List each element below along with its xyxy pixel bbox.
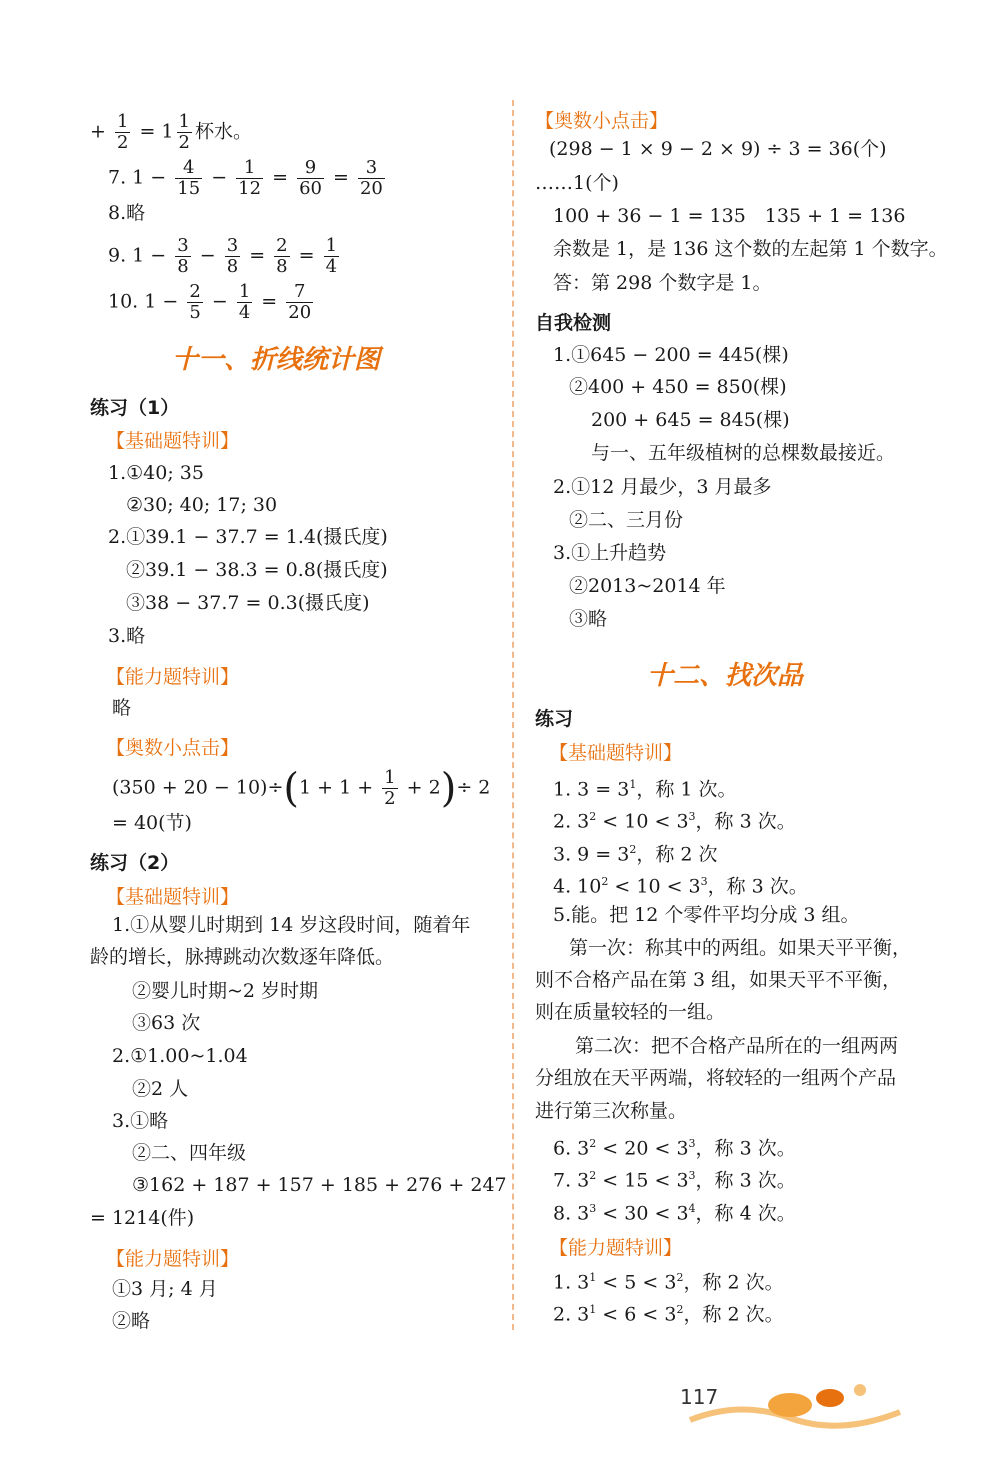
fraction: $\frac{1}{2}$ — [116, 111, 129, 153]
answer-line: 则不合格产品在第 3 组，如果天平不平衡， — [535, 969, 902, 991]
answer-line: ②39.1 − 38.3 = 0.8(摄氏度) — [126, 559, 388, 581]
olympiad-formula: (350 + 20 − 10)÷(1 + 1 + $\frac{1}{2}$ + 2)÷ 2 — [112, 765, 491, 812]
answer-line: 3.①上升趋势 — [553, 542, 667, 564]
tag-ability-training: 【能力题特训】 — [549, 1237, 683, 1259]
answer-line: 2. $3^2 < 10 < 3^3$，称 3 次。 — [553, 810, 796, 833]
answer-line: ③63 次 — [132, 1012, 201, 1034]
answer-line: 分组放在天平两端，将较轻的一组两个产品 — [535, 1067, 897, 1089]
answer-line: 第二次：把不合格产品所在的一组两两 — [575, 1035, 899, 1057]
answer-line: 略 — [112, 697, 132, 719]
answer-7: 7. 1 − $\frac{4}{15}$ − $\frac{1}{12}$ = $\frac{9}{60}$ = $\frac{3}{20}$ — [108, 157, 383, 199]
page-number: 117 — [680, 1385, 719, 1409]
section-exercise-1: 练习（1） — [90, 397, 180, 419]
answer-line: = 1214(件) — [90, 1207, 195, 1229]
answer-line: 1.①40; 35 — [108, 462, 204, 484]
answer-line: 2. $3^1 < 6 < 3^2$，称 2 次。 — [553, 1303, 784, 1326]
answer-line: ①3 月; 4 月 — [112, 1278, 218, 1300]
answer-line: 1. $3 = 3^1$，称 1 次。 — [553, 778, 737, 801]
answer-line: 1.①645 − 200 = 445(棵) — [553, 344, 789, 366]
answer-line: 200 + 645 = 845(棵) — [591, 409, 790, 431]
tag-basic-training: 【基础题特训】 — [549, 742, 683, 764]
answer-line: 100 + 36 − 1 = 135 135 + 1 = 136 — [553, 205, 906, 227]
chapter-title-12: 十二、找次品 — [647, 661, 804, 691]
section-self-check: 自我检测 — [535, 312, 612, 334]
answer-line: 第一次：称其中的两组。如果天平平衡， — [569, 937, 912, 959]
answer-line: 4. $10^2 < 10 < 3^3$，称 3 次。 — [553, 875, 808, 898]
answer-line: ②2013~2014 年 — [569, 575, 726, 597]
answer-line: 1.①从婴儿时期到 14 岁这段时间，随着年 — [112, 914, 471, 936]
tag-ability-training: 【能力题特训】 — [106, 1248, 240, 1270]
tag-basic-training: 【基础题特训】 — [106, 430, 240, 452]
answer-line: (298 − 1 × 9 − 2 × 9) ÷ 3 = 36(个) — [549, 138, 887, 160]
section-exercise: 练习 — [535, 708, 574, 730]
answer-line: ③略 — [569, 608, 608, 630]
answer-line: 3.略 — [108, 625, 146, 647]
answer-line: 2.①12 月最少，3 月最多 — [553, 476, 772, 498]
answer-line: ②婴儿时期~2 岁时期 — [132, 980, 319, 1002]
answer-line: 3.①略 — [112, 1110, 169, 1132]
answer-8: 8.略 — [108, 202, 146, 224]
answer-line: 则在质量较轻的一组。 — [535, 1001, 726, 1023]
answer-line: ②30; 40; 17; 30 — [126, 494, 278, 516]
answer-line: = 40(节) — [112, 812, 192, 834]
chapter-title-11: 十一、折线统计图 — [172, 345, 381, 375]
answer-line: ②2 人 — [132, 1078, 189, 1100]
answer-line: ②二、四年级 — [132, 1142, 247, 1164]
answer-line: 2.①1.00~1.04 — [112, 1045, 248, 1067]
answer-line: 7. $3^2 < 15 < 3^3$，称 3 次。 — [553, 1169, 796, 1192]
answer-line: ②二、三月份 — [569, 509, 684, 531]
tag-olympiad: 【奥数小点击】 — [535, 110, 669, 132]
answer-line: 5.能。把 12 个零件平均分成 3 组。 — [553, 904, 860, 926]
column-divider — [512, 100, 514, 1330]
answer-line: 与一、五年级植树的总棵数最接近。 — [591, 442, 896, 464]
line-cup-water: + $\frac{1}{2}$ = 1 $\frac{1}{2}$ 杯水。 — [90, 111, 252, 153]
section-exercise-2: 练习（2） — [90, 852, 180, 874]
answer-line: 答：第 298 个数字是 1。 — [553, 272, 772, 294]
answer-line: 龄的增长，脉搏跳动次数逐年降低。 — [90, 946, 395, 968]
answer-line: 1. $3^1 < 5 < 3^2$，称 2 次。 — [553, 1271, 784, 1294]
answer-line: 2.①39.1 − 37.7 = 1.4(摄氏度) — [108, 526, 388, 548]
answer-line: ②略 — [112, 1310, 151, 1332]
answer-line: 6. $3^2 < 20 < 3^3$，称 3 次。 — [553, 1137, 796, 1160]
tag-basic-training: 【基础题特训】 — [106, 886, 240, 908]
fraction: $\frac{1}{2}$ — [178, 111, 190, 153]
answer-line: 余数是 1，是 136 这个数的左起第 1 个数字。 — [553, 238, 948, 260]
answer-9: 9. 1 − $\frac{3}{8}$ − $\frac{3}{8}$ = $\frac{2}{8}$ = $\frac{1}{4}$ — [108, 235, 338, 277]
footer-decoration-icon — [680, 1350, 980, 1450]
answer-line: ②400 + 450 = 850(棵) — [569, 376, 787, 398]
answer-line: ③38 − 37.7 = 0.3(摄氏度) — [126, 592, 370, 614]
answer-line: ……1(个) — [535, 172, 619, 194]
answer-line: 进行第三次称量。 — [535, 1100, 688, 1122]
answer-line: ③162 + 187 + 157 + 185 + 276 + 247 — [132, 1174, 507, 1196]
answer-line: 3. $9 = 3^2$，称 2 次 — [553, 843, 718, 866]
tag-olympiad: 【奥数小点击】 — [106, 737, 240, 759]
tag-ability-training: 【能力题特训】 — [106, 666, 240, 688]
answer-10: 10. 1 − $\frac{2}{5}$ − $\frac{1}{4}$ = $\frac{7}{20}$ — [108, 281, 312, 323]
answer-line: 8. $3^3 < 30 < 3^4$，称 4 次。 — [553, 1202, 796, 1225]
